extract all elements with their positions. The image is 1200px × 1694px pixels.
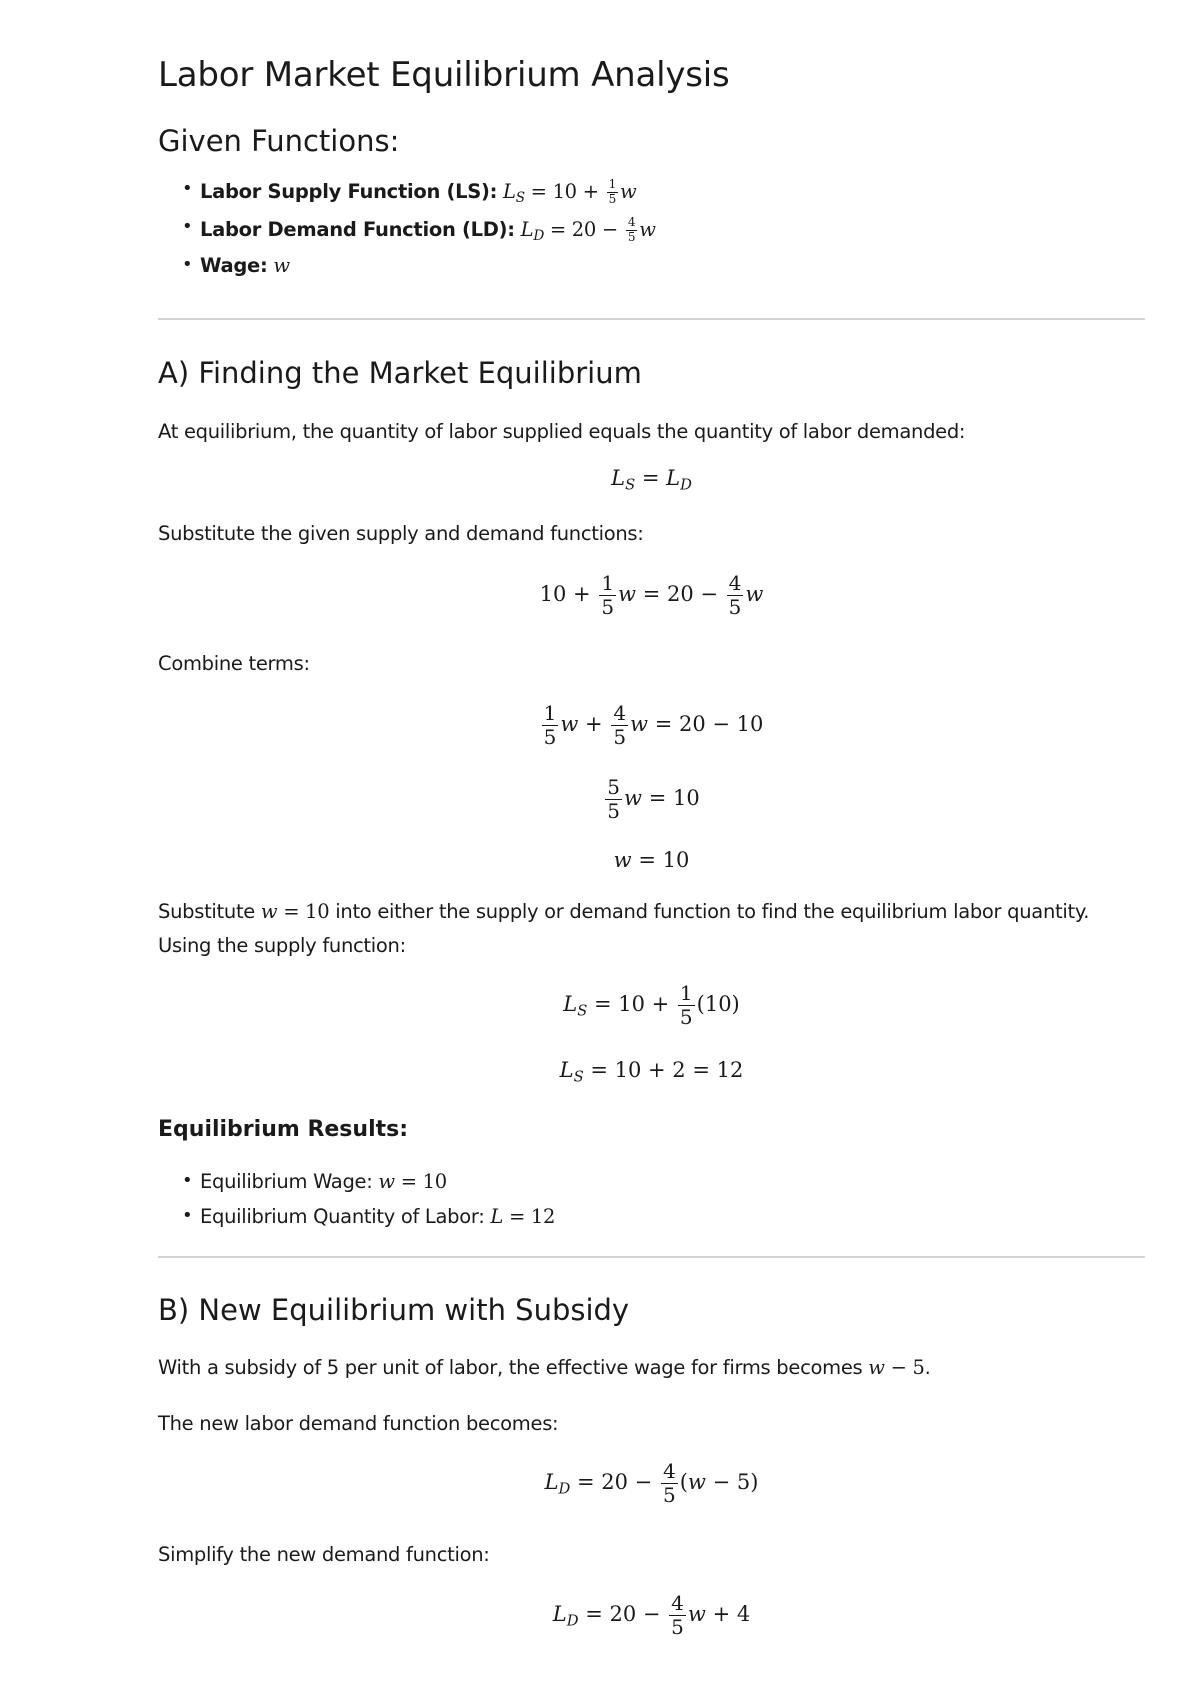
list-item [158, 1170, 555, 1205]
list-item [158, 1205, 555, 1243]
equilibrium-quantity-value: L = 12 [490, 1205, 556, 1228]
equilibrium-quantity-label: Equilibrium Quantity of Labor: [200, 1205, 485, 1228]
equilibrium-wage-label: Equilibrium Wage: [200, 1170, 373, 1193]
divider [158, 1256, 1145, 1258]
wage-formula: w [273, 254, 290, 277]
labor-demand-formula: $L_D = 20$ − $\frac{4}{5}$ w [520, 215, 656, 244]
given-functions-list [158, 178, 656, 292]
equilibrium-results-heading: Equilibrium Results: [158, 1117, 409, 1142]
list-item [158, 178, 656, 216]
section-b-paragraph-3: Simplify the new demand function: [158, 1543, 490, 1566]
divider [158, 318, 1145, 320]
equilibrium-wage-value: w = 10 [378, 1170, 447, 1193]
section-b-paragraph-1: With a subsidy of 5 per unit of labor, the effective wage for firms becomes w − 5. [158, 1356, 931, 1379]
section-a-paragraph-1: At equilibrium, the quantity of labor supplied equals the quantity of labor demanded: [158, 420, 966, 443]
page-title: Labor Market Equilibrium Analysis [158, 55, 730, 95]
equation-ls-substitution: $L_S = 10$ + $\frac{1}{5}$ (10) [563, 981, 740, 1029]
section-a-paragraph-4-line-2: Using the supply function: [158, 934, 406, 957]
section-b-heading: B) New Equilibrium with Subsidy [158, 1293, 630, 1327]
equation-five-fifths: $\frac{5}{5}$ w = 10 [607, 775, 700, 823]
labor-demand-label: Labor Demand Function (LD): [200, 217, 515, 241]
section-a-paragraph-4: Substitute w = 10 into either the supply or demand function to find the equilibrium labor quantity. [158, 900, 1090, 923]
wage-label: Wage: [200, 254, 268, 277]
section-a-paragraph-3: Combine terms: [158, 652, 310, 675]
labor-supply-formula: $L_S = 10$ + $\frac{1}{5}$ w [503, 177, 637, 206]
given-functions-heading: Given Functions: [158, 124, 400, 158]
list-item [158, 216, 656, 254]
labor-supply-label: Labor Supply Function (LS): [200, 179, 498, 203]
section-a-paragraph-2: Substitute the given supply and demand functions: [158, 522, 644, 545]
section-a-heading: A) Finding the Market Equilibrium [158, 356, 642, 390]
equilibrium-results-list [158, 1170, 555, 1243]
equation-substitute: 10 + $\frac{1}{5}$ w = 20 − $\frac{4}{5}$ w [539, 571, 764, 619]
equation-new-demand: $L_D = 20$ − $\frac{4}{5}$ (w − 5) [544, 1459, 759, 1507]
equation-ls-equals-ld: $L_S = L_D$ [611, 466, 692, 494]
equation-combine: $\frac{1}{5}$ w + $\frac{4}{5}$ w = 20 − 10 [543, 701, 764, 749]
list-item [158, 254, 656, 292]
equation-w-equals-10: w = 10 [613, 848, 690, 872]
equation-simplified-demand: $L_D = 20$ − $\frac{4}{5}$ w + 4 [552, 1591, 751, 1639]
equation-ls-result: $L_S = 10 + 2 = 12$ [559, 1058, 744, 1086]
section-b-paragraph-2: The new labor demand function becomes: [158, 1412, 559, 1435]
